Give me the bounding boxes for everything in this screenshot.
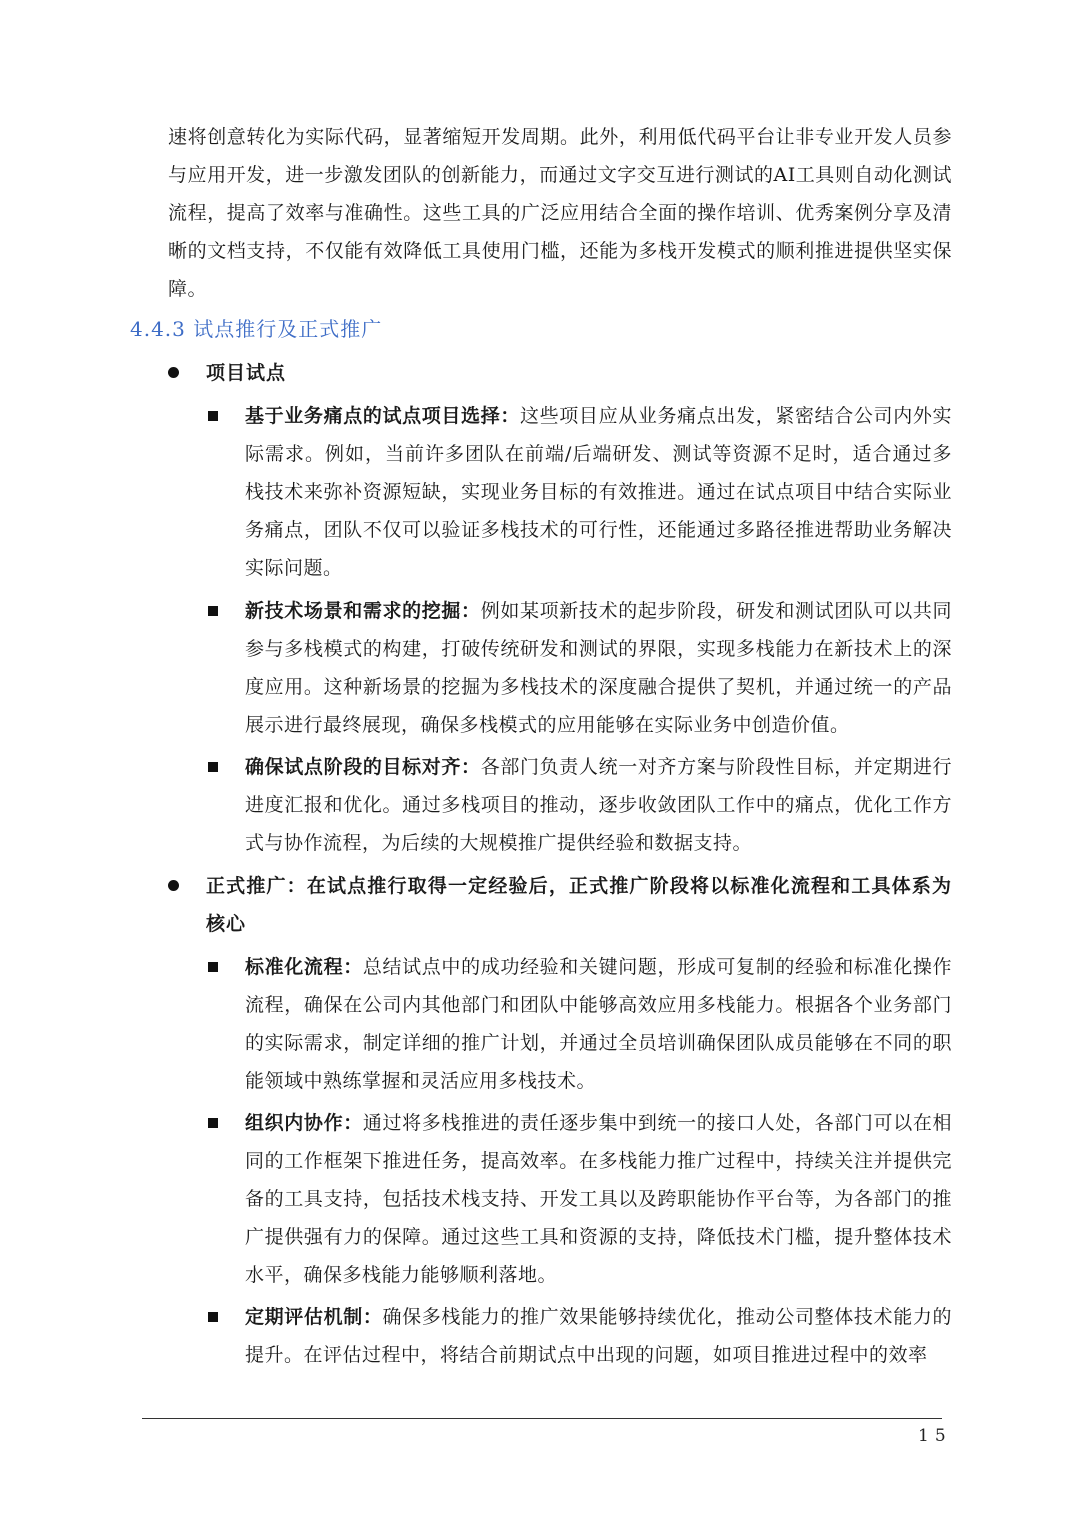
- rollout-item-text: [245, 1104, 952, 1294]
- rollout-item-title: 定期评估机制：: [245, 1306, 383, 1328]
- bullet-dot-icon: [168, 880, 179, 891]
- page-number: 15: [918, 1426, 952, 1446]
- bullet-dot-icon: [168, 367, 179, 378]
- pilot-item-body: 各部门负责人统一对齐方案与阶段性目标，并定期进行进度汇报和优化。通过多栈项目的推动，逐步收敛团队工作中的痛点，优化工作方式与协作流程，为后续的大规模推广提供经验和数据支持。: [245, 756, 952, 854]
- square-bullet-icon: [208, 1118, 218, 1128]
- pilot-item-text: [245, 748, 952, 862]
- pilot-item-title: 基于业务痛点的试点项目选择：: [245, 405, 520, 427]
- square-bullet-icon: [208, 962, 218, 972]
- square-bullet-icon: [208, 1312, 218, 1322]
- rollout-item-body: 总结试点中的成功经验和关键问题，形成可复制的经验和标准化操作流程，确保在公司内其他部门和团队中能够高效应用多栈能力。根据各个业务部门的实际需求，制定详细的推广计划，并通过全员培训确保团队成员能够在不同的职能领域中熟练掌握和灵活应用多栈技术。: [245, 956, 952, 1092]
- rollout-item-body: 通过将多栈推进的责任逐步集中到统一的接口人处，各部门可以在相同的工作框架下推进任务，提高效率。在多栈能力推广过程中，持续关注并提供完备的工具支持，包括技术栈支持、开发工具以及跨职能协作平台等，为各部门的推广提供强有力的保障。通过这些工具和资源的支持，降低技术门槛，提升整体技术水平，确保多栈能力能够顺利落地。: [245, 1112, 952, 1286]
- pilot-heading: 项目试点: [206, 362, 287, 384]
- rollout-item-text: [245, 1298, 952, 1374]
- pilot-item-body: 这些项目应从业务痛点出发，紧密结合公司内外实际需求。例如，当前许多团队在前端/后端研发、测试等资源不足时，适合通过多栈技术来弥补资源短缺，实现业务目标的有效推进。通过在试点项目中结合实际业务痛点，团队不仅可以验证多栈技术的可行性，还能通过多路径推进帮助业务解决实际问题。: [245, 405, 952, 579]
- square-bullet-icon: [208, 606, 218, 616]
- rollout-item-title: 标准化流程：: [245, 956, 363, 978]
- footer-divider: [142, 1418, 942, 1419]
- pilot-item-title: 新技术场景和需求的挖掘：: [245, 600, 481, 622]
- rollout-heading: 正式推广：在试点推行取得一定经验后，正式推广阶段将以标准化流程和工具体系为核心: [206, 875, 952, 935]
- rollout-item-title: 组织内协作：: [245, 1112, 363, 1134]
- pilot-item-text: [245, 397, 952, 587]
- square-bullet-icon: [208, 411, 218, 421]
- rollout-item-text: [245, 948, 952, 1100]
- intro-paragraph: 速将创意转化为实际代码，显著缩短开发周期。此外，利用低代码平台让非专业开发人员参与应用开发，进一步激发团队的创新能力，而通过文字交互进行测试的AI工具则自动化测试流程，提高了效率与准确性。这些工具的广泛应用结合全面的操作培训、优秀案例分享及清晰的文档支持，不仅能有效降低工具使用门槛，还能为多栈开发模式的顺利推进提供坚实保障。: [168, 126, 952, 300]
- pilot-item-title: 确保试点阶段的目标对齐：: [245, 756, 481, 778]
- section-title: 4.4.3 试点推行及正式推广: [130, 317, 383, 341]
- pilot-item-body: 例如某项新技术的起步阶段，研发和测试团队可以共同参与多栈模式的构建，打破传统研发和测试的界限，实现多栈能力在新技术上的深度应用。这种新场景的挖掘为多栈技术的深度融合提供了契机，并通过统一的产品展示进行最终展现，确保多栈模式的应用能够在实际业务中创造价值。: [245, 600, 952, 736]
- pilot-item-text: [245, 592, 952, 744]
- square-bullet-icon: [208, 762, 218, 772]
- rollout-item-body: 确保多栈能力的推广效果能够持续优化，推动公司整体技术能力的提升。在评估过程中，将结合前期试点中出现的问题，如项目推进过程中的效率: [245, 1306, 952, 1366]
